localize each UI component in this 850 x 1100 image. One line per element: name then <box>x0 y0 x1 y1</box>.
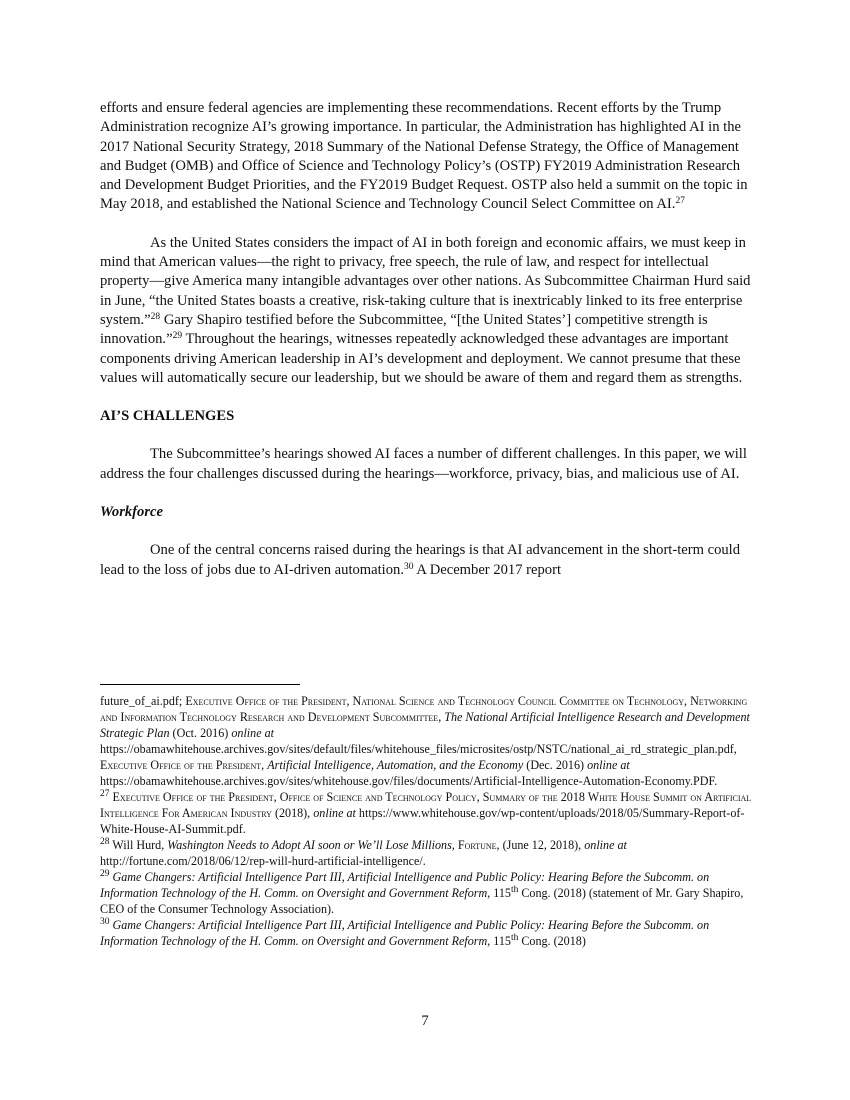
footnote-30 <box>100 917 752 949</box>
paragraph-1 <box>100 99 752 215</box>
page-number: 7 <box>421 1013 429 1029</box>
paragraph-3: The Subcommittee’s hearings showed AI faces a number of different challenges. In this paper, we will address the four challenges discussed during the hearings—workforce, privacy, bias, and malicious use of AI. <box>100 446 747 482</box>
footnote-30-number: 30 <box>100 917 110 927</box>
footnote-ref-28[interactable]: 28 <box>150 311 161 322</box>
paragraph-2 <box>100 234 752 388</box>
section-heading: AI’S CHALLENGES <box>100 408 235 425</box>
footnote-29 <box>100 869 752 917</box>
fn28-d: Fortune <box>457 838 497 852</box>
fn28-b: Washington Needs to Adopt AI soon or We’ll Lose Millions, <box>167 838 455 852</box>
fn28-e: , (June 12, 2018), <box>496 838 585 852</box>
fn27-link[interactable]: https://www.whitehouse.gov/wp-content/uploads/2018/05/Summary-Report-of-White-House-AI-Summit.pdf. <box>100 806 745 836</box>
fn29-c: Cong. (2018) (statement of Mr. Gary Shapiro, CEO of the Consumer Technology Association). <box>100 886 744 916</box>
footnote-27-number: 27 <box>100 789 110 799</box>
fn30-a: Game Changers: Artificial Intelligence Part III, Artificial Intelligence and Public Policy: Hearing Before the Subcomm. on Information Technology of the H. Comm. on Oversight and Government Reform <box>100 918 710 948</box>
fn29-b: , 115 <box>487 886 511 900</box>
fn28-f: online at <box>584 838 627 852</box>
footnote-28-number: 28 <box>100 837 110 847</box>
fn-cont-e: (Oct. 2016) <box>169 726 232 740</box>
fn-cont-l: online at <box>587 758 630 772</box>
footnote-ref-27[interactable]: 27 <box>675 196 685 207</box>
fn-cont-i: , <box>261 758 268 772</box>
fn27-b: (2018), <box>271 806 314 820</box>
footnotes <box>100 693 752 949</box>
fn-cont-link-1[interactable]: https://obamawhitehouse.archives.gov/sites/default/files/whitehouse_files/microsites/ostp/NSTC/national_ai_rd_strategic_plan.pdf, <box>100 742 737 756</box>
fn27-c: online at <box>313 806 356 820</box>
paragraph-4-text-b: A December 2017 report <box>413 561 561 578</box>
paragraph-1-text: efforts and ensure federal agencies are implementing these recommendations. Recent efforts by the Trump Administration recognize AI’s growing importance. In particular, the Administration has highlighted AI in the 2017 National Security Strategy, 2018 Summary of the National Defense Strategy, the Office of Management and Budget (OMB) and Office of Science and Technology Policy’s (OSTP) FY2019 Administration Research and Development Budget Priorities, and the FY2019 Budget Request. OSTP also held a summit on the topic in May 2018, and established the National Science and Technology Council Select Committee on AI. <box>100 100 748 213</box>
fn-cont-c: , <box>438 710 445 724</box>
fn-cont-h: Executive Office of the President <box>100 758 262 772</box>
fn27-a: Executive Office of the President, Office of Science and Technology Policy, Summary of the 2018 White House Summit on Artificial Intelligence For American Industry <box>100 790 752 820</box>
fn30-b: , 115 <box>487 934 511 948</box>
fn30-sup: th <box>510 933 519 943</box>
fn-cont-link-2[interactable]: https://obamawhitehouse.archives.gov/sites/whitehouse.gov/files/documents/Artificial-Intelligence-Automation-Economy.PDF. <box>100 774 718 788</box>
paragraph-2-text-b: Gary Shapiro testified before the Subcommittee, “[the United States’] competitive strength is innovation.” <box>100 311 708 348</box>
fn-cont-b: Executive Office of the President, National Science and Technology Council Committee on Technology, Networking and Information Technology Research and Development Subcommittee <box>100 694 748 724</box>
footnote-ref-29[interactable]: 29 <box>172 331 183 342</box>
footnote-29-number: 29 <box>100 869 110 879</box>
fn-cont-a: future_of_ai.pdf; <box>100 694 186 708</box>
fn29-a: Game Changers: Artificial Intelligence Part III, Artificial Intelligence and Public Policy: Hearing Before the Subcomm. on Information Technology of the H. Comm. on Oversight and Government Reform <box>100 870 710 900</box>
fn-cont-f: online at <box>231 726 275 740</box>
footnote-ref-30[interactable]: 30 <box>403 561 414 572</box>
paragraph-4 <box>100 541 752 580</box>
paragraph-4-text-a: One of the central concerns raised during the hearings is that AI advancement in the short-term could lead to the loss of jobs due to AI-driven automation. <box>100 542 741 578</box>
fn-cont-j: Artificial Intelligence, Automation, and the Economy <box>267 758 524 772</box>
footnote-27 <box>100 789 752 837</box>
fn30-c: Cong. (2018) <box>518 934 586 948</box>
fn28-a: Will Hurd, <box>109 838 168 852</box>
fn-cont-k: (Dec. 2016) <box>523 758 588 772</box>
footnote-separator <box>100 684 300 685</box>
paragraph-2-text-c: Throughout the hearings, witnesses repeatedly acknowledged these advantages are important components driving American leadership in AI’s development and deployment. We cannot presume that these values will automatically secure our leadership, but we should be aware of them and regard them as strengths. <box>100 331 743 386</box>
fn-cont-d: The National Artificial Intelligence Research and Development Strategic Plan <box>100 710 750 740</box>
footnote-28 <box>100 837 752 869</box>
page-body <box>100 99 752 580</box>
subsection-heading: Workforce <box>100 504 163 521</box>
fn29-sup: th <box>510 885 519 895</box>
paragraph-2-text-a: As the United States considers the impact of AI in both foreign and economic affairs, we must keep in mind that American values—the right to privacy, free speech, the rule of law, and respect for intellectual property—give America many intangible advantages over other nations. As Subcommittee Chairman Hurd said in June, “the United States boasts a creative, risk-taking culture that is inextricably linked to its free enterprise system.” <box>100 234 751 328</box>
fn28-link[interactable]: http://fortune.com/2018/06/12/rep-will-hurd-artificial-intelligence/. <box>100 854 426 868</box>
footnote-continued <box>100 693 752 789</box>
